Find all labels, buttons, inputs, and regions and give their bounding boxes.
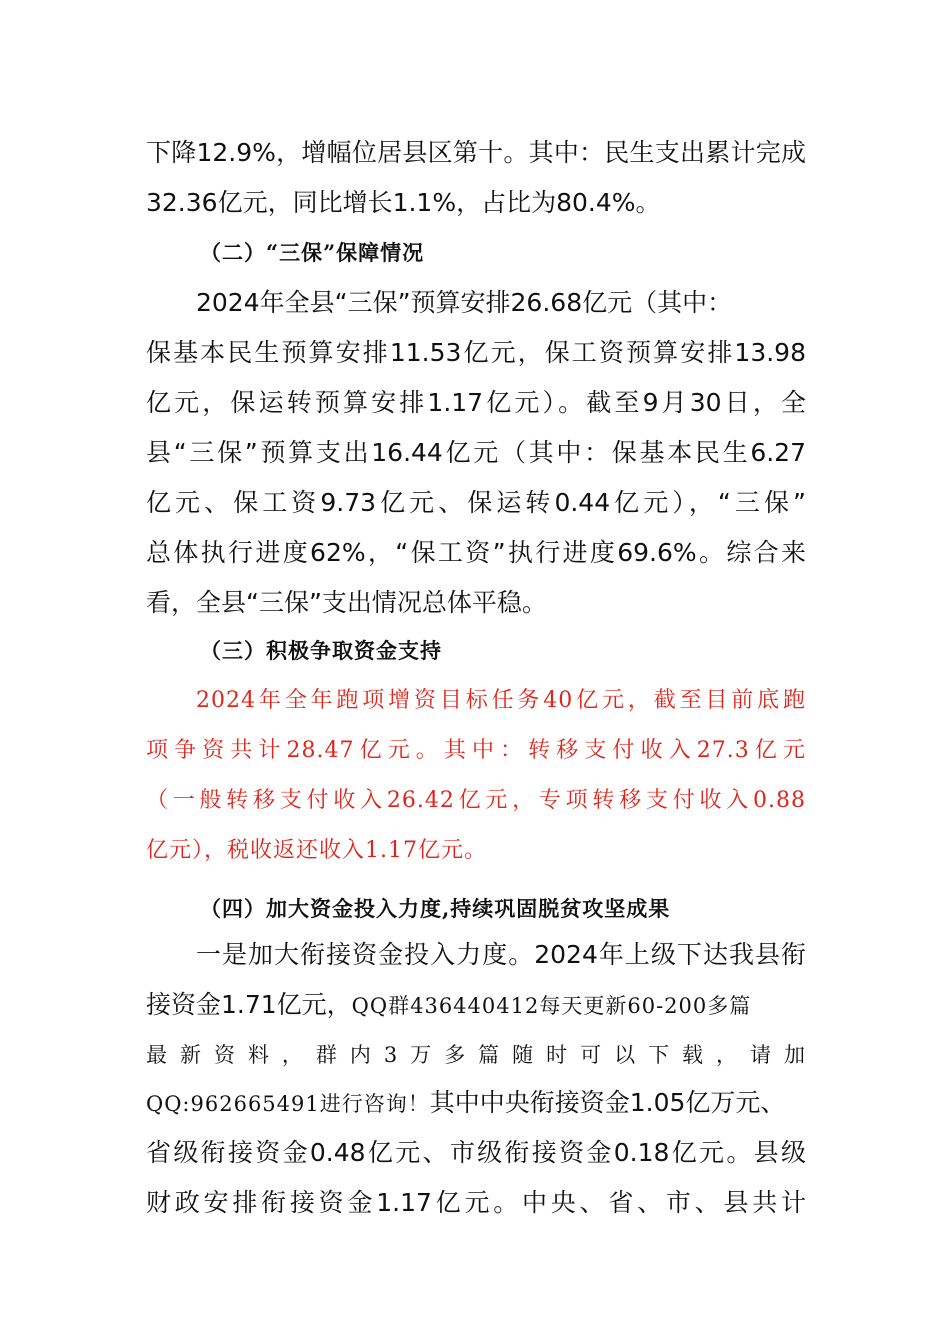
section-heading-4: （四）加大资金投入力度,持续巩固脱贫攻坚成果 <box>200 896 671 921</box>
paragraph-3-line-4: 亿元），税收返还收入1.17亿元。 <box>146 838 487 863</box>
qq-contact-notice: QQ:962665491进行咨询！ <box>146 1092 430 1116</box>
section-heading-3: （三）积极争取资金支持 <box>200 638 442 663</box>
paragraph-2-line-7: 看，全县“三保”支出情况总体平稳。 <box>146 588 547 617</box>
paragraph-2-line-6: 总体执行进度62%，“保工资”执行进度69.6%。综合来 <box>146 538 806 567</box>
paragraph-3-line-1: 2024年全年跑项增资目标任务40亿元，截至目前底跑 <box>196 688 806 713</box>
paragraph-2-line-5: 亿元、保工资9.73亿元、保运转0.44亿元），“三保” <box>146 488 806 517</box>
paragraph-1-line-1: 下降12.9%，增幅位居县区第十。其中：民生支出累计完成 <box>146 138 806 167</box>
paragraph-3-line-3: （一般转移支付收入26.42亿元，专项转移支付收入0.88 <box>146 788 806 813</box>
paragraph-4-line-2-text: 接资金1.71亿元， <box>146 990 352 1019</box>
paragraph-2-line-2: 保基本民生预算安排11.53亿元，保工资预算安排13.98 <box>146 338 806 367</box>
paragraph-2-line-1: 2024年全县“三保”预算安排26.68亿元（其中： <box>196 288 733 317</box>
section-heading-2: （二）“三保”保障情况 <box>200 240 425 265</box>
paragraph-4-line-4-text: 其中中央衔接资金1.05亿万元、 <box>429 1088 786 1117</box>
paragraph-4-line-5: 省级衔接资金0.48亿元、市级衔接资金0.18亿元。县级 <box>146 1138 806 1167</box>
paragraph-4-line-4 <box>146 1086 806 1120</box>
paragraph-4-line-6: 财政安排衔接资金1.17亿元。中央、省、市、县共计 <box>146 1188 806 1217</box>
paragraph-1-line-2: 32.36亿元，同比增长1.1%，占比为80.4%。 <box>146 188 661 217</box>
qq-group-notice: QQ群436440412每天更新60-200多篇 <box>351 994 752 1018</box>
paragraph-3-line-2: 项争资共计28.47亿元。其中：转移支付收入27.3亿元 <box>146 738 806 763</box>
paragraph-2-line-4: 县“三保”预算支出16.44亿元（其中：保基本民生6.27 <box>146 438 806 467</box>
paragraph-2-line-3: 亿元，保运转预算安排1.17亿元）。截至9月30日，全 <box>146 388 806 417</box>
paragraph-4-line-2 <box>146 988 806 1022</box>
paragraph-4-line-1: 一是加大衔接资金投入力度。2024年上级下达我县衔 <box>196 940 806 969</box>
paragraph-4-line-3: 最新资料，群内3万多篇随时可以下载，请加 <box>146 1043 806 1067</box>
